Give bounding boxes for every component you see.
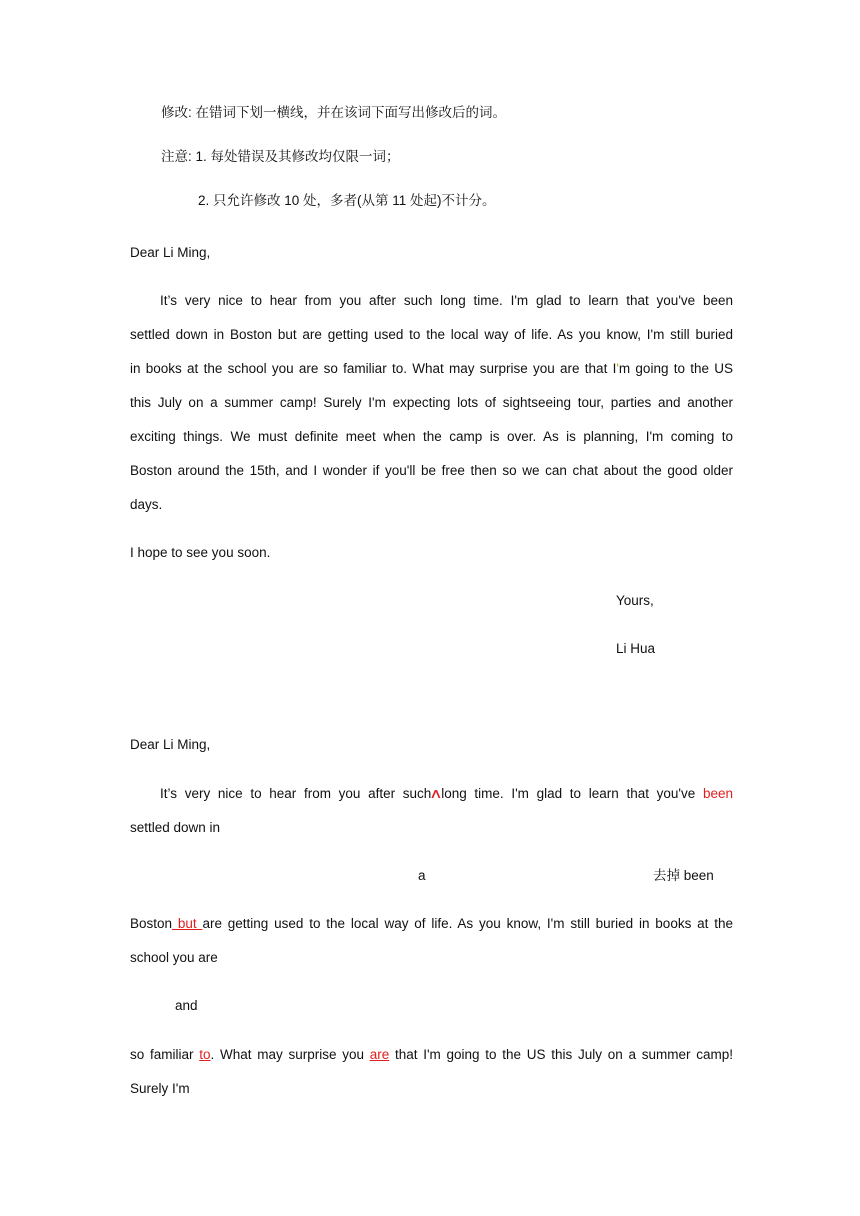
- correction-a: a: [418, 868, 426, 883]
- answer-salutation: Dear Li Ming,: [130, 737, 211, 752]
- letter-closing-line: I hope to see you soon.: [130, 545, 271, 560]
- letter-line-2: settled down in Boston but are getting used to the local way of life. As you know, I'm still buried: [130, 327, 733, 342]
- letter-salutation: Dear Li Ming,: [130, 245, 211, 260]
- letter-signature: Li Hua: [616, 641, 656, 656]
- letter-line-3-part-a: in books at the school you are so familiar to. What may surprise you are that I: [130, 361, 617, 376]
- letter-line-7: days.: [130, 497, 163, 512]
- insert-caret-mark: ∧: [429, 786, 444, 801]
- instruction-line-3: 2. 只允许修改 10 处，多者(从第 11 处起)不计分。: [198, 193, 496, 208]
- letter-line-3: [130, 360, 733, 378]
- error-word-to: to: [199, 1047, 211, 1062]
- correction-and: and: [175, 998, 198, 1013]
- letter-sign-off: Yours,: [616, 593, 654, 608]
- error-word-but: but: [172, 916, 203, 931]
- instruction-line-2: 注意: 1. 每处错误及其修改均仅限一词；: [161, 149, 400, 164]
- answer-line-3: [130, 915, 733, 933]
- answer-line-5-part-b: . What may surprise you: [210, 1047, 370, 1062]
- answer-line-3-part-a: Boston: [130, 916, 173, 931]
- letter-line-5: exciting things. We must definite meet when the camp is over. As is planning, I'm coming to: [130, 429, 733, 444]
- answer-line-3-part-b: are getting used to the local way of life. As you know, I'm still buried in books at the: [202, 916, 733, 931]
- letter-line-3-part-b: m going to the US: [618, 361, 734, 376]
- letter-line-4: this July on a summer camp! Surely I'm expecting lots of sightseeing tour, parties and another: [130, 395, 733, 410]
- answer-line-5-part-a: so familiar: [130, 1047, 200, 1062]
- instruction-line-1: 修改: 在错词下划一横线，并在该词下面写出修改后的词。: [161, 105, 507, 120]
- error-word-been: been: [702, 786, 733, 801]
- answer-line-4: school you are: [130, 950, 218, 965]
- answer-line-2: settled down in: [130, 820, 221, 835]
- tick-mark: ': [616, 361, 619, 376]
- letter-line-6: Boston around the 15th, and I wonder if you'll be free then so we can chat about the good older: [130, 463, 733, 478]
- answer-line-1-part-a: It’s very nice to hear from you after such: [160, 786, 432, 801]
- correction-remove-been: 去掉 been: [653, 868, 714, 883]
- error-word-are: are: [369, 1047, 390, 1062]
- answer-line-1-part-b: long time. I'm glad to learn that you've: [441, 786, 696, 801]
- answer-line-5-part-c: that I'm going to the US this July on a summer camp!: [389, 1047, 733, 1062]
- answer-line-5: [130, 1046, 733, 1064]
- answer-line-1: [160, 785, 733, 803]
- letter-line-1: It’s very nice to hear from you after such long time. I'm glad to learn that you've been: [160, 293, 733, 308]
- answer-line-6: Surely I'm: [130, 1081, 190, 1096]
